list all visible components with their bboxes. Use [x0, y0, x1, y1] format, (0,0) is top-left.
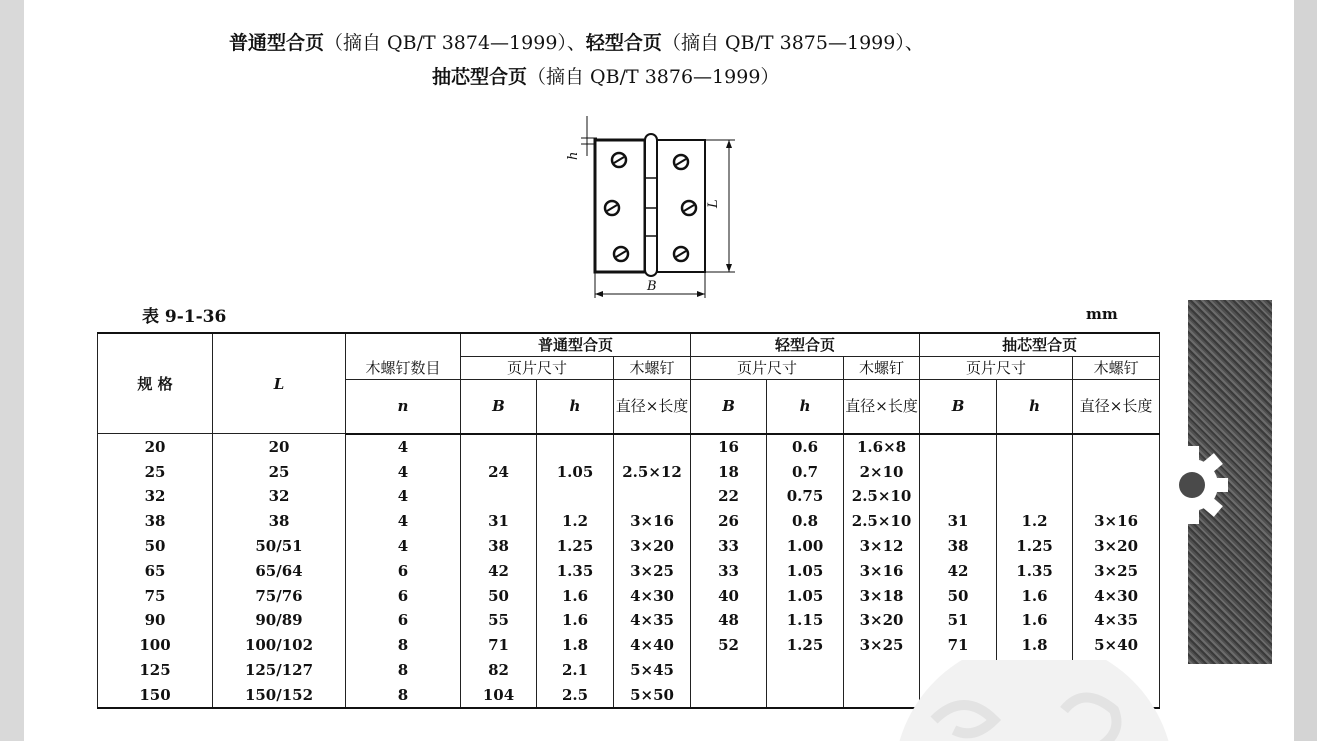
table-cell: 1.6: [537, 608, 614, 633]
table-cell: 31: [461, 509, 537, 534]
table-cell: 42: [461, 558, 537, 583]
table-cell: 38: [920, 534, 997, 559]
table-cell: [461, 484, 537, 509]
header-light-hinge: 轻型合页: [691, 333, 920, 357]
table-cell: 0.8: [767, 509, 844, 534]
header-screw-1: 木螺钉: [614, 357, 691, 380]
table-cell: 0.75: [767, 484, 844, 509]
table-cell: 3×16: [614, 509, 691, 534]
label-h: h: [566, 151, 581, 160]
header-n: n: [346, 380, 461, 434]
header-screw-2: 木螺钉: [844, 357, 920, 380]
table-cell: 8: [346, 658, 461, 683]
table-cell: 100: [98, 633, 213, 658]
header-h-2: h: [767, 380, 844, 434]
table-cell: 75/76: [213, 583, 346, 608]
table-cell: 1.2: [997, 509, 1073, 534]
table-cell: 3×18: [844, 583, 920, 608]
table-cell: 4×35: [1073, 608, 1160, 633]
header-screw-count: 木螺钉数目: [346, 333, 461, 380]
table-cell: 104: [461, 682, 537, 708]
table-number: 表 9-1-36: [142, 307, 227, 327]
table-cell: [767, 682, 844, 708]
table-cell: 71: [920, 633, 997, 658]
table-cell: [614, 434, 691, 460]
table-cell: 150/152: [213, 682, 346, 708]
table-row: [98, 583, 1160, 608]
table-cell: 4×30: [1073, 583, 1160, 608]
table-cell: 1.25: [997, 534, 1073, 559]
table-cell: 5×45: [614, 658, 691, 683]
title-source-2: （摘自 QB/T 3875—1999）、: [661, 32, 924, 54]
table-cell: [1073, 459, 1160, 484]
table-cell: 1.15: [767, 608, 844, 633]
table-cell: 3×20: [1073, 534, 1160, 559]
table-cell: 16: [691, 434, 767, 460]
table-cell: 1.6: [997, 608, 1073, 633]
table-cell: 1.35: [537, 558, 614, 583]
table-cell: [997, 459, 1073, 484]
table-cell: 71: [461, 633, 537, 658]
header-leaf-size-1: 页片尺寸: [461, 357, 614, 380]
table-cell: 1.05: [767, 558, 844, 583]
table-cell: 18: [691, 459, 767, 484]
table-cell: [767, 658, 844, 683]
header-h-3: h: [997, 380, 1073, 434]
table-cell: 25: [213, 459, 346, 484]
table-row: [98, 459, 1160, 484]
table-cell: 31: [920, 509, 997, 534]
hinge-spec-table: [97, 332, 1160, 709]
table-cell: [461, 434, 537, 460]
scroll-margin: [1294, 0, 1317, 741]
table-row: [98, 434, 1160, 460]
table-cell: 1.00: [767, 534, 844, 559]
table-row: [98, 534, 1160, 559]
table-cell: 4×40: [614, 633, 691, 658]
table-cell: 50: [920, 583, 997, 608]
table-cell: 5×50: [614, 682, 691, 708]
watermark-graphic: [874, 660, 1194, 741]
table-cell: 2.5×10: [844, 484, 920, 509]
label-L: L: [706, 199, 721, 208]
title-core-hinge: 抽芯型合页: [432, 66, 528, 88]
table-cell: 65: [98, 558, 213, 583]
table-cell: [537, 484, 614, 509]
table-cell: 25: [98, 459, 213, 484]
title-source-1: （摘自 QB/T 3874—1999）、: [324, 32, 586, 54]
table-cell: 0.6: [767, 434, 844, 460]
header-core-hinge: 抽芯型合页: [920, 333, 1160, 357]
table-cell: 1.05: [767, 583, 844, 608]
title-light-hinge: 轻型合页: [585, 32, 662, 54]
table-cell: 40: [691, 583, 767, 608]
table-cell: 52: [691, 633, 767, 658]
table-cell: 1.25: [767, 633, 844, 658]
table-cell: 3×25: [1073, 558, 1160, 583]
table-cell: 90/89: [213, 608, 346, 633]
table-cell: 48: [691, 608, 767, 633]
table-cell: 38: [98, 509, 213, 534]
table-cell: 125: [98, 658, 213, 683]
table-row: [98, 633, 1160, 658]
gear-icon: [1170, 440, 1240, 530]
table-cell: 33: [691, 558, 767, 583]
table-cell: 20: [98, 434, 213, 460]
table-cell: 24: [461, 459, 537, 484]
table-cell: 1.2: [537, 509, 614, 534]
table-cell: 6: [346, 608, 461, 633]
table-cell: 32: [98, 484, 213, 509]
table-cell: 2.5×12: [614, 459, 691, 484]
table-cell: 33: [691, 534, 767, 559]
table-cell: 6: [346, 558, 461, 583]
table-cell: [1073, 484, 1160, 509]
table-cell: 50: [98, 534, 213, 559]
table-cell: 4: [346, 484, 461, 509]
table-cell: [920, 459, 997, 484]
header-h-1: h: [537, 380, 614, 434]
table-cell: 2.5: [537, 682, 614, 708]
table-cell: 50/51: [213, 534, 346, 559]
table-cell: [537, 434, 614, 460]
table-cell: 1.35: [997, 558, 1073, 583]
table-cell: 3×16: [1073, 509, 1160, 534]
table-cell: 1.8: [537, 633, 614, 658]
table-cell: 2×10: [844, 459, 920, 484]
table-cell: 75: [98, 583, 213, 608]
table-cell: 55: [461, 608, 537, 633]
header-normal-hinge: 普通型合页: [461, 333, 691, 357]
table-cell: 6: [346, 583, 461, 608]
table-cell: 38: [213, 509, 346, 534]
header-B-1: B: [461, 380, 537, 434]
table-cell: 42: [920, 558, 997, 583]
table-cell: 3×12: [844, 534, 920, 559]
table-cell: [920, 484, 997, 509]
table-cell: [614, 484, 691, 509]
table-cell: 1.25: [537, 534, 614, 559]
table-cell: [920, 434, 997, 460]
title-source-3: （摘自 QB/T 3876—1999）: [527, 66, 780, 88]
hinge-diagram: [549, 108, 749, 303]
table-cell: [691, 658, 767, 683]
header-spec: 规 格: [98, 333, 213, 434]
table-cell: 5×40: [1073, 633, 1160, 658]
table-unit: mm: [1086, 305, 1118, 323]
header-screw-3: 木螺钉: [1073, 357, 1160, 380]
title-line-1: [229, 28, 1294, 55]
table-cell: 20: [213, 434, 346, 460]
table-cell: [997, 434, 1073, 460]
table-cell: 82: [461, 658, 537, 683]
table-cell: 51: [920, 608, 997, 633]
table-cell: 26: [691, 509, 767, 534]
table-cell: 1.6: [537, 583, 614, 608]
table-cell: 150: [98, 682, 213, 708]
table-cell: 65/64: [213, 558, 346, 583]
table-cell: 0.7: [767, 459, 844, 484]
table-cell: 4: [346, 459, 461, 484]
header-screw-dim-3: 直径×长度: [1073, 380, 1160, 434]
table-cell: 90: [98, 608, 213, 633]
table-cell: 32: [213, 484, 346, 509]
title-line-2: [432, 62, 1294, 89]
header-leaf-size-2: 页片尺寸: [691, 357, 844, 380]
table-cell: 8: [346, 633, 461, 658]
table-cell: 50: [461, 583, 537, 608]
table-cell: 4: [346, 434, 461, 460]
table-cell: 125/127: [213, 658, 346, 683]
header-L: L: [213, 333, 346, 434]
table-cell: [691, 682, 767, 708]
header-B-3: B: [920, 380, 997, 434]
table-cell: 3×25: [844, 633, 920, 658]
label-B: B: [647, 279, 657, 294]
header-B-2: B: [691, 380, 767, 434]
table-row: [98, 608, 1160, 633]
table-cell: 4: [346, 534, 461, 559]
header-screw-dim-1: 直径×长度: [614, 380, 691, 434]
table-row: [98, 509, 1160, 534]
table-cell: 4×35: [614, 608, 691, 633]
table-cell: 22: [691, 484, 767, 509]
table-cell: 3×16: [844, 558, 920, 583]
table-cell: 2.5×10: [844, 509, 920, 534]
table-cell: 38: [461, 534, 537, 559]
document-page: [24, 0, 1294, 741]
title-normal-hinge: 普通型合页: [229, 32, 325, 54]
table-cell: 1.6×8: [844, 434, 920, 460]
table-cell: 2.1: [537, 658, 614, 683]
table-cell: 1.05: [537, 459, 614, 484]
table-cell: 3×25: [614, 558, 691, 583]
header-screw-dim-2: 直径×长度: [844, 380, 920, 434]
table-row: [98, 484, 1160, 509]
table-cell: 3×20: [614, 534, 691, 559]
table-row: [98, 558, 1160, 583]
table-cell: 1.6: [997, 583, 1073, 608]
table-cell: 4: [346, 509, 461, 534]
table-cell: 4×30: [614, 583, 691, 608]
table-cell: 8: [346, 682, 461, 708]
table-cell: [1073, 434, 1160, 460]
table-cell: 1.8: [997, 633, 1073, 658]
table-cell: [997, 484, 1073, 509]
table-cell: 100/102: [213, 633, 346, 658]
table-cell: 3×20: [844, 608, 920, 633]
header-leaf-size-3: 页片尺寸: [920, 357, 1073, 380]
